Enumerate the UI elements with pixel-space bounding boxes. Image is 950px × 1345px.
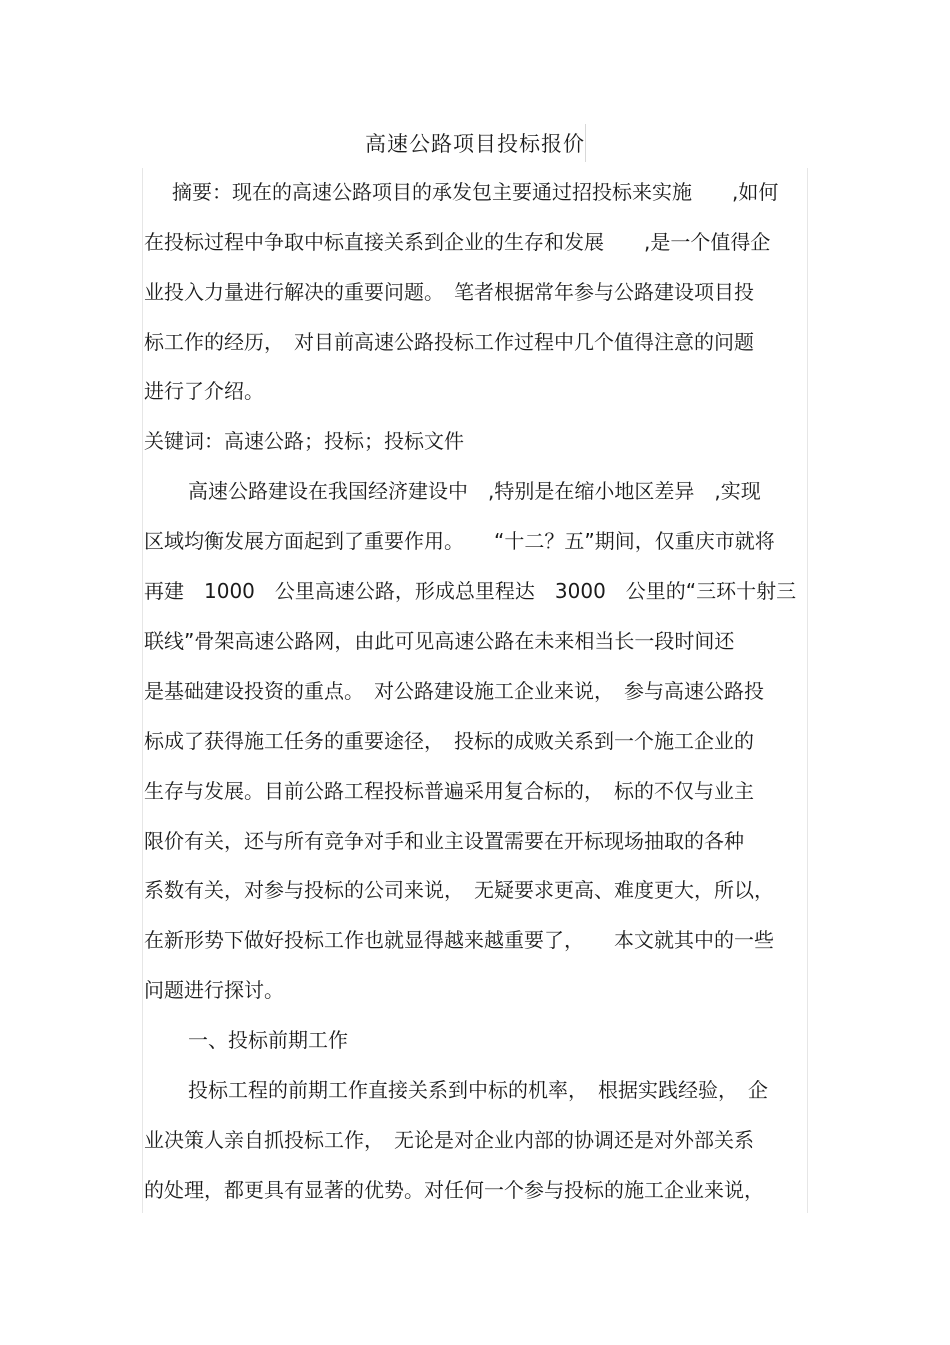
abstract-line-3: 业投入力量进行解决的重要问题。 笔者根据常年参与公路建设项目投: [144, 280, 754, 304]
body-line-4: 联线”骨架高速公路网，由此可见高速公路在未来相当长一段时间还: [144, 629, 735, 653]
body-line-5: 是基础建设投资的重点。 对公路建设施工企业来说， 参与高速公路投: [144, 679, 764, 703]
text-frame-right-edge: [807, 168, 808, 1213]
body-line-9: 系数有关，对参与投标的公司来说， 无疑要求更高、难度更大，所以，: [144, 878, 774, 902]
section-heading-1: 一、投标前期工作: [188, 1028, 348, 1052]
body-line-1: 高速公路建设在我国经济建设中 ,特别是在缩小地区差异 ,实现: [188, 479, 761, 503]
document-title: 高速公路项目投标报价: [365, 132, 585, 156]
body-line-10: 在新形势下做好投标工作也就显得越来越重要了， 本文就其中的一些: [144, 928, 774, 952]
abstract-line-1: 摘要：现在的高速公路项目的承发包主要通过招投标来实施 ,如何: [172, 180, 779, 204]
abstract-line-2: 在投标过程中争取中标直接关系到企业的生存和发展 ,是一个值得企: [144, 230, 771, 254]
abstract-line-5: 进行了介绍。: [144, 379, 264, 403]
keywords-line: 关键词：高速公路；投标；投标文件: [144, 429, 464, 453]
body-line-3: 再建 1000 公里高速公路，形成总里程达 3000 公里的“三环十射三: [144, 579, 797, 603]
abstract-line-4: 标工作的经历， 对目前高速公路投标工作过程中几个值得注意的问题: [144, 330, 754, 354]
section-line-2: 业决策人亲自抓投标工作， 无论是对企业内部的协调还是对外部关系: [144, 1128, 754, 1152]
text-frame-left-edge: [142, 168, 143, 1213]
body-line-8: 限价有关，还与所有竞争对手和业主设置需要在开标现场抽取的各种: [144, 829, 744, 853]
body-line-6: 标成了获得施工任务的重要途径， 投标的成败关系到一个施工企业的: [144, 729, 754, 753]
body-line-11: 问题进行探讨。: [144, 978, 284, 1002]
section-line-3: 的处理，都更具有显著的优势。对任何一个参与投标的施工企业来说，: [144, 1178, 764, 1202]
body-line-7: 生存与发展。目前公路工程投标普遍采用复合标的， 标的不仅与业主: [144, 779, 754, 803]
body-line-2: 区域均衡发展方面起到了重要作用。 “十二？五”期间，仅重庆市就将: [144, 529, 775, 553]
section-line-1: 投标工程的前期工作直接关系到中标的机率， 根据实践经验， 企: [188, 1078, 768, 1102]
